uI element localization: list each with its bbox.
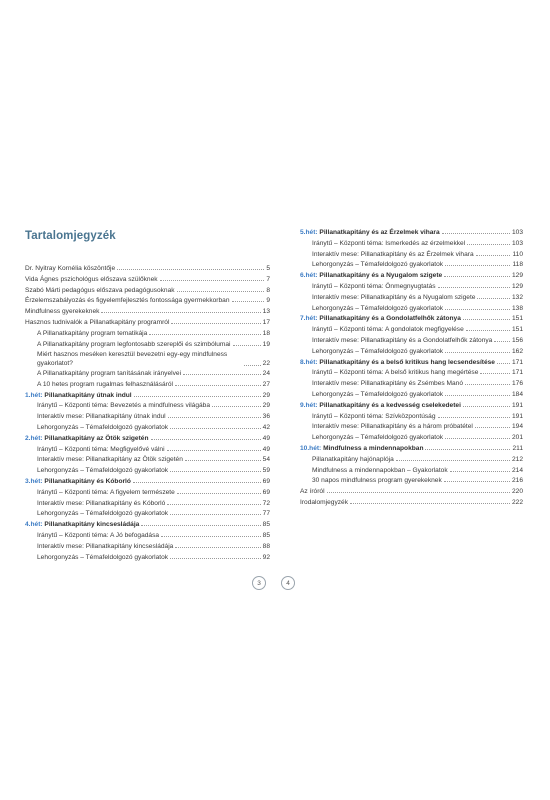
toc-subentry (300, 390, 523, 399)
toc-leader-dots (167, 450, 261, 451)
toc-leader-dots (101, 312, 260, 313)
toc-leader-dots (494, 341, 510, 342)
toc-leader-dots (467, 244, 510, 245)
toc-entry-label: Interaktív mese: Pillanatkapitány kincsesládája (37, 542, 174, 550)
toc-leader-dots (170, 558, 261, 559)
toc-week-number: 4.hét: (25, 521, 43, 529)
toc-entry-label (25, 477, 131, 486)
toc-page-number: 103 (511, 239, 523, 247)
toc-leader-dots (232, 301, 265, 302)
toc-page-number: 8 (266, 286, 270, 294)
toc-entry (25, 275, 270, 284)
toc-page-number: 151 (511, 315, 523, 323)
toc-entry-label (300, 401, 461, 410)
toc-leader-dots (244, 365, 261, 366)
toc-leader-dots (141, 525, 260, 526)
toc-week-heading (300, 271, 523, 280)
toc-week-title: Pillanatkapitány és a Gondolatfelhők zátonya (317, 315, 461, 323)
toc-week-number: 9.hét: (300, 401, 318, 409)
toc-entry-label: Lehorgonyzás – Témafeldolgozó gyakorlatok (37, 424, 169, 431)
toc-week-heading (300, 228, 523, 237)
toc-page-number: 24 (262, 370, 270, 377)
toc-page-number: 42 (262, 424, 270, 431)
toc-page-number: 103 (511, 229, 523, 236)
toc-entry-label: Interaktív mese: Pillanatkapitány az Ötök szigetén (37, 456, 183, 464)
toc-page-number: 184 (511, 391, 523, 398)
toc-leader-dots (167, 504, 260, 505)
toc-subentry (300, 476, 523, 485)
toc-page-number: 118 (512, 261, 523, 269)
toc-week-heading (25, 391, 270, 400)
toc-page-number: 5 (266, 265, 270, 272)
toc-leader-dots (175, 385, 261, 386)
toc-entry (25, 286, 270, 295)
toc-subentry (25, 553, 270, 562)
toc-subentry (300, 239, 523, 248)
toc-entry (25, 307, 270, 316)
toc-entry-label: Az íróról (300, 488, 325, 496)
toc-entry-label (25, 391, 132, 400)
toc-page-number: 29 (262, 391, 270, 399)
toc-page-number: 212 (511, 455, 523, 463)
toc-page-number: 22 (262, 360, 270, 368)
toc-entry-label: Interaktív mese: Pillanatkapitány és a Nyugalom szigete (312, 293, 476, 301)
toc-week-number: 7.hét: (300, 315, 318, 323)
toc-entry-label: Mindfulness a mindennapokban – Gyakorlatok (312, 466, 448, 474)
page-number-left: 3 (252, 576, 266, 590)
toc-page-number: 132 (511, 293, 523, 301)
toc-leader-dots (170, 471, 261, 472)
toc-week-title: Pillanatkapitány és a belső kritikus hang lecsendesítése (317, 358, 495, 366)
toc-entry-label: Lehorgonyzás – Témafeldolgozó gyakorlatok (312, 391, 444, 398)
toc-entry-label (300, 228, 440, 237)
toc-week-title: Pillanatkapitány és Kóborló (42, 478, 131, 485)
toc-entry-label: Érzelemszabályozás és figyelemfejlesztés fontossága gyermekkorban (25, 297, 230, 305)
toc-subentry (300, 347, 523, 356)
toc-week-title: Pillanatkapitány útnak indul (42, 391, 132, 399)
toc-week-title: Pillanatkapitány és a Nyugalom szigete (317, 272, 443, 280)
toc-subentry (300, 412, 523, 421)
toc-week-heading (25, 477, 270, 486)
toc-page-number: 59 (262, 467, 270, 475)
toc-leader-dots (438, 287, 510, 288)
toc-leader-dots (170, 428, 261, 429)
toc-entry-label: Irodalomjegyzék (300, 499, 349, 506)
toc-leader-dots (445, 265, 510, 266)
toc-entry-label: A Pillanatkapitány program legfontosabb szereplői és szimbólumai (37, 340, 231, 348)
toc-subentry (300, 379, 523, 388)
toc-subentry (25, 329, 270, 338)
toc-entry-label (300, 271, 442, 280)
toc-entry-label: Iránytű – Központi téma: A figyelem természete (37, 488, 175, 496)
toc-page-number: 9 (266, 297, 270, 305)
toc-leader-dots (327, 492, 510, 493)
toc-leader-dots (476, 255, 511, 256)
toc-week-heading (25, 434, 270, 443)
toc-subentry (25, 350, 270, 368)
toc-subentry (300, 336, 523, 345)
toc-page-number: 69 (262, 488, 270, 496)
toc-page-number: 72 (262, 499, 270, 507)
toc-subentry (300, 466, 523, 475)
toc-page-number: 216 (511, 477, 523, 485)
toc-entry (25, 264, 270, 273)
toc-entry (300, 498, 523, 507)
toc-entry-label: Interaktív mese: Pillanatkapitány és a három próbatétel (312, 423, 473, 431)
page-number-right: 4 (281, 576, 295, 590)
toc-leader-dots (475, 427, 510, 428)
toc-entry-label: Vida Ágnes pszichológus előszava szülőknek (25, 275, 158, 283)
toc-leader-dots (463, 319, 510, 320)
toc-leader-dots (445, 352, 510, 353)
toc-week-heading (25, 520, 270, 529)
toc-week-number: 5.hét: (300, 229, 318, 236)
toc-page-number: 18 (262, 329, 270, 337)
toc-page-number: 7 (266, 275, 270, 283)
toc-leader-dots (212, 406, 261, 407)
toc-entry-label: Interaktív mese: Pillanatkapitány és Zsémbes Manó (312, 380, 463, 388)
toc-page-number: 77 (262, 510, 270, 518)
toc-entry-label (300, 358, 495, 367)
toc-entry-label: Iránytű – Központi téma: Önmegnyugtatás (312, 283, 436, 290)
toc-leader-dots (497, 363, 510, 364)
toc-entry-label: Lehorgonyzás – Témafeldolgozó gyakorlatok (312, 434, 444, 442)
toc-subentry (300, 250, 523, 259)
toc-entry-label: Pillanatkapitány hajónaplója (312, 455, 394, 463)
toc-leader-dots (134, 396, 261, 397)
toc-leader-dots (350, 503, 510, 504)
toc-leader-dots (450, 471, 510, 472)
toc-page-number: 19 (262, 340, 270, 348)
toc-leader-dots (442, 233, 510, 234)
toc-leader-dots (177, 291, 265, 292)
toc-entry-label: Interaktív mese: Pillanatkapitány és Kóborló (37, 499, 166, 507)
toc-subentry (25, 412, 270, 421)
toc-entry-label: Dr. Nyitray Kornélia köszöntője (25, 265, 116, 272)
toc-entry-label: Lehorgonyzás – Témafeldolgozó gyakorlatok (37, 467, 169, 475)
toc-page-number: 88 (262, 542, 270, 550)
toc-leader-dots (177, 493, 261, 494)
toc-week-title: Pillanatkapitány és a kedvesség cselekedetei (317, 401, 461, 409)
toc-week-number: 10.hét: (300, 445, 322, 452)
toc-leader-dots (465, 384, 510, 385)
toc-leader-dots (170, 514, 261, 515)
toc-page-number: 92 (262, 553, 270, 561)
toc-page-number: 13 (262, 308, 270, 316)
toc-entry-label: Iránytű – Központi téma: A Jó befogadása (37, 532, 160, 539)
toc-leader-dots (183, 374, 261, 375)
toc-leader-dots (160, 280, 265, 281)
toc-subentry (25, 499, 270, 508)
toc-leader-dots (175, 547, 260, 548)
toc-entry-label: Interaktív mese: Pillanatkapitány útnak indul (37, 413, 166, 421)
toc-subentry (25, 455, 270, 464)
toc-subentry (25, 488, 270, 497)
toc-entry-label: Mindfulness gyerekeknek (25, 308, 100, 316)
toc-page-number: 194 (511, 423, 523, 431)
toc-week-number: 2.hét: (25, 434, 43, 442)
toc-page-number: 191 (511, 412, 523, 420)
toc-leader-dots (477, 298, 510, 299)
toc-entry-label: Lehorgonyzás – Témafeldolgozó gyakorlatok (37, 553, 169, 561)
toc-leader-dots (438, 417, 510, 418)
toc-entry-label: Lehorgonyzás – Témafeldolgozó gyakorlatok (312, 261, 444, 269)
toc-entry-label (25, 434, 149, 443)
toc-page-number: 85 (262, 532, 270, 539)
toc-week-heading (300, 401, 523, 410)
toc-entry-label: Szabó Márti pedagógus előszava pedagógusoknak (25, 286, 175, 294)
toc-subentry (25, 340, 270, 349)
toc-page-number: 17 (262, 319, 270, 326)
toc-subentry (300, 433, 523, 442)
toc-entry-label (25, 520, 139, 529)
toc-week-heading (300, 314, 523, 323)
toc-entry-label: Hasznos tudnivalók a Pillanatkapitány programról (25, 319, 170, 326)
toc-leader-dots (151, 439, 261, 440)
toc-subentry (300, 304, 523, 313)
toc-entry (25, 318, 270, 327)
toc-page-number: 176 (511, 380, 523, 388)
toc-entry-label: 30 napos mindfulness program gyerekeknek (312, 477, 442, 485)
toc-page-number: 110 (512, 250, 523, 258)
toc-week-title: Mindfulness a mindennapokban (321, 445, 424, 452)
toc-page-number: 49 (262, 445, 270, 453)
toc-page-number: 49 (262, 434, 270, 442)
toc-leader-dots (233, 345, 261, 346)
toc-subentry (300, 282, 523, 291)
toc-entry-label: Lehorgonyzás – Témafeldolgozó gyakorlatok (312, 304, 444, 312)
toc-leader-dots (445, 395, 510, 396)
toc-subentry (300, 422, 523, 431)
toc-entry-label: Interaktív mese: Pillanatkapitány és az Érzelmek vihara (312, 250, 474, 258)
toc-page-number: 129 (511, 272, 523, 280)
toc-subentry (25, 380, 270, 389)
toc-leader-dots (445, 309, 510, 310)
toc-week-number: 8.hét: (300, 358, 318, 366)
toc-leader-dots (396, 460, 510, 461)
toc-subentry (25, 466, 270, 475)
toc-subentry (25, 445, 270, 454)
toc-entry-label: Interaktív mese: Pillanatkapitány és a Gondolatfelhők zátonya (312, 337, 493, 344)
toc-entry-label: A Pillanatkapitány program tanításának irányelvei (37, 370, 182, 377)
toc-leader-dots (463, 406, 510, 407)
toc-page-number: 220 (511, 488, 523, 496)
toc-subentry (25, 401, 270, 410)
toc-subentry (25, 423, 270, 432)
toc-subentry (300, 325, 523, 334)
toc-week-title: Pillanatkapitány kincsesládája (42, 521, 140, 529)
toc-leader-dots (466, 330, 510, 331)
toc-entry-label: Lehorgonyzás – Témafeldolgozó gyakorlatok (37, 510, 169, 518)
toc-page-number: 191 (511, 401, 523, 409)
toc-page-number: 138 (511, 304, 523, 312)
toc-entry-label: Iránytű – Központi téma: A belső kritikus hang megértése (312, 369, 479, 377)
toc-leader-dots (445, 438, 510, 439)
toc-entry-label (300, 444, 423, 453)
toc-page-number: 171 (511, 369, 523, 377)
toc-week-heading (300, 444, 523, 453)
toc-page-number: 171 (511, 358, 523, 366)
toc-week-title: Pillanatkapitány és az Érzelmek vihara (317, 229, 440, 236)
toc-page-number: 162 (511, 347, 523, 355)
toc-entry-label: Lehorgonyzás – Témafeldolgozó gyakorlatok (312, 347, 444, 355)
toc-page-number: 36 (262, 413, 270, 421)
toc-subentry (300, 260, 523, 269)
toc-entry-label: Iránytű – Központi téma: Bevezetés a mindfulness világába (37, 402, 211, 410)
toc-leader-dots (117, 269, 264, 270)
toc-leader-dots (444, 276, 510, 277)
toc-leader-dots (185, 460, 261, 461)
toc-subentry (300, 455, 523, 464)
toc-subentry (25, 531, 270, 540)
toc-leader-dots (149, 334, 260, 335)
toc-entry (300, 487, 523, 496)
toc-page-number: 54 (262, 456, 270, 464)
toc-leader-dots (444, 481, 510, 482)
toc-leader-dots (171, 323, 260, 324)
toc-page-number: 156 (511, 337, 523, 344)
toc-page-number: 129 (511, 283, 523, 290)
toc-page-number: 85 (262, 521, 270, 529)
toc-subentry (25, 542, 270, 551)
toc-page-number: 211 (512, 445, 523, 452)
toc-page-number: 222 (511, 499, 523, 506)
toc-page-number: 27 (262, 380, 270, 388)
toc-leader-dots (133, 482, 261, 483)
toc-entry-label: Miért hasznos meséken keresztül bevezetni egy-egy mindfulness gyakorlatot? (37, 351, 228, 368)
toc-subentry (25, 369, 270, 378)
toc-leader-dots (480, 373, 510, 374)
toc-entry-label: Iránytű – Központi téma: Ismerkedés az érzelmekkel (312, 239, 466, 247)
toc-week-number: 3.hét: (25, 478, 43, 485)
toc-entry-label: Iránytű – Központi téma: Megfigyelővé válni (37, 445, 165, 453)
toc-entry (25, 296, 270, 305)
toc-entry-label: A 10 hetes program rugalmas felhasználásáról (37, 380, 173, 388)
toc-entry-label: Iránytű – Központi téma: A gondolatok megfigyelése (312, 326, 464, 334)
toc-subentry (300, 368, 523, 377)
toc-page-number: 201 (511, 434, 523, 442)
toc-page-number: 151 (511, 326, 523, 334)
toc-entry-label: Iránytű – Központi téma: Szívközpontúság (312, 412, 436, 420)
toc-leader-dots (168, 417, 261, 418)
toc-title: Tartalomjegyzék (25, 230, 116, 242)
toc-leader-dots (161, 536, 261, 537)
toc-leader-dots (425, 449, 510, 450)
toc-subentry (300, 293, 523, 302)
toc-subentry (25, 509, 270, 518)
toc-week-number: 6.hét: (300, 272, 318, 280)
toc-week-heading (300, 358, 523, 367)
toc-page-number: 69 (262, 478, 270, 485)
toc-page-number: 29 (262, 402, 270, 410)
toc-entry-label (300, 314, 461, 323)
toc-week-number: 1.hét: (25, 391, 43, 399)
toc-entry-label: A Pillanatkapitány program tematikája (37, 329, 148, 337)
toc-page-number: 214 (511, 466, 523, 474)
toc-week-title: Pillanatkapitány az Ötök szigetén (42, 434, 149, 442)
